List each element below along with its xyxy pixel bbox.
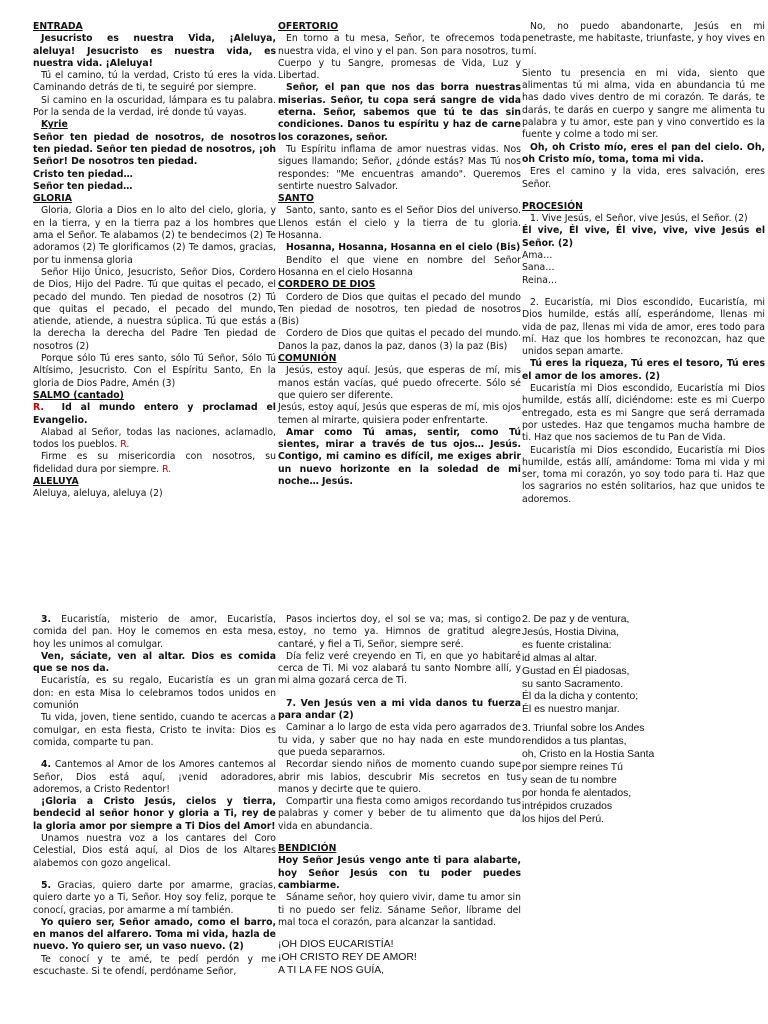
hymn-line: su santo Sacramento. xyxy=(522,678,624,690)
column-ofertorio xyxy=(278,21,521,488)
gloria-verse: Gloria, Gloria a Dios en lo alto del cielo, gloria, y en la tierra, y en la tierra paz a los hombres que ama el Señor. Te alabamos (2) te bendecimos (2) Te adoramos (2) Te glorificamos (2) Te damos, gracias, por tu inmensa gloria xyxy=(33,205,276,266)
procesion-verse: 1. Vive Jesús, el Señor, vive Jesús, el Señor. (2) xyxy=(530,213,748,225)
gloria-verse: Porque sólo Tú eres santo, sólo Tú Señor, Sólo Tú Altísimo, Jesucristo. Con el Espíritu Santo, En la gloria de Dios Padre, Amén (3) xyxy=(33,353,276,389)
procesion-verse: Eucaristía mi Dios escondido, Eucaristía mi Dios humilde, estás allí, amándome: Toma mi vida y mi ser, toma mi corazón, yo soy todo para ti. Haz que los sagrarios no estén solitarios, haz que unidos te adoremos. xyxy=(522,444,765,505)
hymn-line: y sean de tu nombre xyxy=(522,774,617,786)
kyrie-line: Señor ten piedad… xyxy=(33,180,133,192)
section-heading-bendicion: BENDICIÓN xyxy=(278,843,337,855)
hymn-line: es fuente cristalina: xyxy=(522,639,612,651)
section-heading-ofertorio: OFERTORIO xyxy=(278,21,339,32)
procesion-refrain: Tú eres la riqueza, Tú eres el tesoro, Tú eres el amor de los amores. (2) xyxy=(522,358,765,382)
response-marker: R. xyxy=(162,463,172,475)
section-heading-comunion: COMUNIÓN xyxy=(278,353,337,365)
procesion-line: Ama… xyxy=(522,250,553,262)
salmo-verse xyxy=(33,451,276,476)
song-heading: 7. Ven Jesús ven a mi vida danos tu fuerza para andar (2) xyxy=(278,697,521,722)
section-heading-gloria: GLORIA xyxy=(33,193,72,205)
song-verse xyxy=(33,614,276,651)
ofertorio-verse: Tu Espíritu inflama de amor nuestras vidas. Nos sigues llamando; Señor, ¿dónde estás? Mas Tú nos respondes: "Me encuentras amando". Queremos sentirte nuestro Salvador. xyxy=(278,143,521,192)
comunion-verse: No, no puedo abandonarte, Jesús en mi penetraste, me habitaste, triunfaste, y hoy vives en mí. xyxy=(522,21,765,57)
song-verse-text: Gracias, quiero darte por amarme, gracias, quiero darte yo a Ti, Señor. Hoy soy feliz, porque te conocí, gracias, por amarme a mí también. xyxy=(33,879,276,916)
section-heading-kyrie: Kyrie xyxy=(41,119,68,131)
procesion-verse: Eucaristía mi Dios escondido, Eucaristía mi Dios humilde, estás allí, diciéndome: este es mi Cuerpo entregado, esta es mi Sangre que será derramada por ustedes. Haz que tengamos mucha hambre de ti. Haz que nos saciemos de tu Pan de Vida. xyxy=(522,383,765,444)
comunion-verse: Eres el camino y la vida, eres salvación, eres Señor. xyxy=(522,166,765,190)
song-verse: Caminar a lo largo de esta vida pero agarrados de tu vida, y saber que no hay nada en este mundo que pueda separarnos. xyxy=(278,722,521,758)
hymn-line: ¡OH DIOS EUCARISTÍA! xyxy=(278,939,394,951)
hymn-line: rendidos a tus plantas, xyxy=(522,736,627,748)
salmo-verse-text: Firme es su misericordia con nosotros, su fidelidad dura por siempre. xyxy=(33,451,276,475)
hymn-line: Él da la dicha y contento; xyxy=(522,691,639,703)
santo-refrain: Hosanna, Hosanna, Hosanna en el cielo (Bis) xyxy=(286,242,521,254)
song-number: 3. xyxy=(41,614,52,625)
song-verse: Unamos nuestra voz a los cantares del Coro Celestial, Dios está aquí, al Dios de los Altares alabemos con gozo angelical. xyxy=(33,833,276,869)
song-verse: Día feliz veré creyendo en Ti, en que yo habitaré cerca de Ti. Mi voz alabará tu santo Nombre allí, y mi alma gozará cerca de Ti. xyxy=(278,650,521,687)
comunion-refrain: Oh, oh Cristo mío, eres el pan del cielo. Oh, oh Cristo mío, toma, toma mi vida. xyxy=(522,141,765,165)
section-heading-procesion: PROCESIÓN xyxy=(522,200,583,212)
song-refrain: Yo quiero ser, Señor amado, como el barro, en manos del alfarero. Toma mi vida, hazla de nuevo. Yo quiero ser, un vaso nuevo. (2) xyxy=(33,916,276,953)
ofertorio-refrain: Señor, el pan que nos das borra nuestras miserias. Señor, tu copa será sangre de vida eterna. Señor, sabemos que tú te das sin condiciones. Danos tu espíritu y haz de carne los corazones, señor. xyxy=(278,82,521,143)
procesion-line: Reina… xyxy=(522,274,558,286)
hymn-line: por honda fe alentados, xyxy=(522,787,632,799)
hymn-line: intrépidos cruzados xyxy=(522,800,613,812)
song-number: 4. xyxy=(41,759,52,771)
song-verse: Te conocí y te amé, te pedí perdón y me escuchaste. Si te ofendí, perdóname Señor, xyxy=(33,953,276,978)
santo-verse: Santo, santo, santo es el Señor Dios del universo. Llenos están el cielo y la tierra de tu gloria. Hosanna. xyxy=(278,205,521,242)
song-verse: Eucaristía, es su regalo, Eucaristía es un gran don: en esta Misa lo celebramos todos unidos en comunión xyxy=(33,675,276,712)
hymn-line: los hijos del Perú. xyxy=(522,813,605,825)
hymn-line: 2. De paz y de ventura, xyxy=(522,614,630,625)
song-refrain: ¡Gloria a Cristo Jesús, cielos y tierra, bendecid al señor honor y gloria a Ti, rey de la gloria amor por siempre a Ti Dios del Amor! xyxy=(33,796,276,832)
hymn-line: A TI LA FE NOS GUÍA, xyxy=(278,964,385,976)
section-heading-santo: SANTO xyxy=(278,193,314,205)
aleluya-line: Aleluya, aleluya, aleluya (2) xyxy=(33,488,163,500)
song-verse: Recordar siendo niños de momento cuando supe abrir mis labios, descubrir Mis secretos en tus manos y decirte que te quiero. xyxy=(278,759,521,795)
comunion-verse: Jesús, estoy aquí. Jesús, que esperas de mí, mis manos están vacías, qué puedo ofrecerte. Sólo sé que quiero ser diferente. xyxy=(278,365,521,401)
cordero-verse: Cordero de Dios que quitas el pecado del mundo Ten piedad de nosotros, ten piedad de nosotros (Bis) xyxy=(278,291,521,328)
column-hymn-verses xyxy=(522,614,765,827)
gloria-verse: Señor Hijo Único, Jesucristo, Señor Dios, Cordero de Dios, Hijo del Padre. Tú que quitas el pecado, el pecado del mundo. Ten piedad de nosotros (2) Tú que quitas el pecado, el pecado del mundo, atiende, atiende, a nuestra súplica. Tú que estás a la derecha la derecha del Padre Ten piedad de nosotros (2) xyxy=(33,266,276,352)
entrada-verse: Si camino en la oscuridad, lámpara es tu palabra. Por la senda de la verdad, iré donde tú vayas. xyxy=(33,94,276,119)
comunion-verse: Jesús, estoy aquí, Jesús que esperas de mí, mis ojos temen al mirarte, quisiera poder enfrentarte. xyxy=(278,402,521,426)
column-procesion xyxy=(522,21,765,506)
kyrie-line: Señor ten piedad de nosotros, de nosotros ten piedad. Señor ten piedad de nosotros, ¡oh Señor! De nosotros ten piedad. xyxy=(33,131,276,168)
song-verse-text: Cantemos al Amor de los Amores cantemos al Señor, Dios está aquí, ¡venid adoradores, adoremos, a Cristo Redentor! xyxy=(33,759,276,795)
hymn-line: Gustad en Él piadosas, xyxy=(522,665,630,677)
procesion-refrain: Él vive, Él vive, Él vive, vive, vive Jesús el Señor. (2) xyxy=(522,225,765,249)
song-verse xyxy=(33,880,276,917)
song-verse: Tu vida, joven, tiene sentido, cuando te acercas a comulgar, en esta fiesta, Cristo te invita: Dios es comida, comparte tu pan. xyxy=(33,712,276,748)
salmo-refrain-text: Id al mundo entero y proclamad el Evangelio. xyxy=(33,402,276,426)
response-marker: R. xyxy=(120,439,130,451)
response-marker: R. xyxy=(33,402,44,414)
hymn-line: por siempre reines Tú xyxy=(522,761,623,773)
bendicion-refrain: Hoy Señor Jesús vengo ante ti para alabarte, hoy Señor Jesús con tu poder puedes cambiarme. xyxy=(278,855,521,891)
section-heading-cordero: CORDERO DE DIOS xyxy=(278,279,376,291)
section-heading-salmo: SALMO (cantado) xyxy=(33,389,124,401)
salmo-refrain xyxy=(33,402,276,427)
comunion-refrain: Amar como Tú amas, sentir, como Tú sientes, mirar a través de tus ojos… Jesús. Contigo, mi camino es difícil, me exiges abrir un nuevo horizonte en la soledad de mi noche… Jesús. xyxy=(278,426,521,487)
ofertorio-verse: En torno a tu mesa, Señor, te ofrecemos toda nuestra vida, el vino y el pan. Son para nosotros, tu Cuerpo y tu Sangre, promesas de Vida, Luz y Libertad. xyxy=(278,33,521,82)
song-verse: Pasos inciertos doy, el sol se va; mas, si contigo estoy, no temo ya. Himnos de gratitud alegre cantaré, y fiel a Ti, Señor, siempre seré. xyxy=(278,614,521,650)
hymn-line: 3. Triunfal sobre los Andes xyxy=(522,723,645,735)
song-number: 5. xyxy=(41,879,52,891)
song-verse: Compartir una fiesta como amigos recordando tus palabras y comer y beber de tu alimento que da vida en abundancia. xyxy=(278,796,521,832)
procesion-verse: 2. Eucaristía, mi Dios escondido, Eucaristía, mi Dios humilde, estás allí, esperándome, llenas mi vida de paz, llenas mi vida de amor, eres todo para mí. Haz que los hombres te reconozcan, haz que unidos sepan amarte. xyxy=(522,296,765,358)
salmo-verse xyxy=(33,427,276,452)
procesion-line: Sana… xyxy=(522,262,555,274)
section-heading-aleluya: ALELUYA xyxy=(33,475,79,487)
salmo-verse-text: Alabad al Señor, todas las naciones, aclamadlo, todos los pueblos. xyxy=(33,426,276,451)
kyrie-line: Cristo ten piedad… xyxy=(33,168,133,180)
cordero-verse: Cordero de Dios que quitas el pecado del mundo. Danos la paz, danos la paz, danos (3) la paz (Bis) xyxy=(278,328,521,352)
comunion-verse: Siento tu presencia en mi vida, siento que alimentas tú mi alma, vida en abundancia tú me has dado vives dentro de mi corazón. Te darás, te darás, te darás en cuerpo y sangre me alimenta tu palabra y tu amor, este pan y vino convertido es la fuente y colme a todo mi ser. xyxy=(522,67,765,141)
santo-verse: Bendito el que viene en nombre del Señor Hosanna en el cielo Hosanna xyxy=(278,254,521,278)
song-refrain: Ven, sáciate, ven al altar. Dios es comida que se nos da. xyxy=(33,650,276,675)
column-songs-3-5 xyxy=(33,614,276,978)
hymn-line: Jesús, Hostia Divina, xyxy=(522,626,620,638)
hymn-line: Él es nuestro manjar. xyxy=(522,704,620,716)
column-songs-6-bendicion xyxy=(278,614,521,978)
song-verse-text: Eucaristía, misterio de amor, Eucaristía, comida del pan. Hoy le comemos en esta mesa, hoy les unimos al comulgar. xyxy=(33,614,276,650)
song-verse xyxy=(33,759,276,796)
hymn-line: oh, Cristo en la Hostia Santa xyxy=(522,749,655,761)
entrada-verse: Tú el camino, tú la verdad, Cristo tú eres la vida. Caminando detrás de ti, te seguiré por siempre. xyxy=(33,70,276,94)
hymn-line: ¡OH CRISTO REY DE AMOR! xyxy=(278,952,417,964)
column-entrada xyxy=(33,21,276,501)
bendicion-verse: Sáname señor, hoy quiero vivir, dame tu amor sin ti no puedo ser feliz. Sáname Señor, líbrame del mal toca el corazón, para alcanzar la santidad. xyxy=(278,892,521,928)
entrada-refrain: Jesucristo es nuestra Vida, ¡Aleluya, aleluya! Jesucristo es nuestra vida, es nuestra vida. ¡Aleluya! xyxy=(33,33,276,69)
section-heading-entrada: ENTRADA xyxy=(33,21,83,32)
hymn-line: id almas al altar. xyxy=(522,652,598,664)
